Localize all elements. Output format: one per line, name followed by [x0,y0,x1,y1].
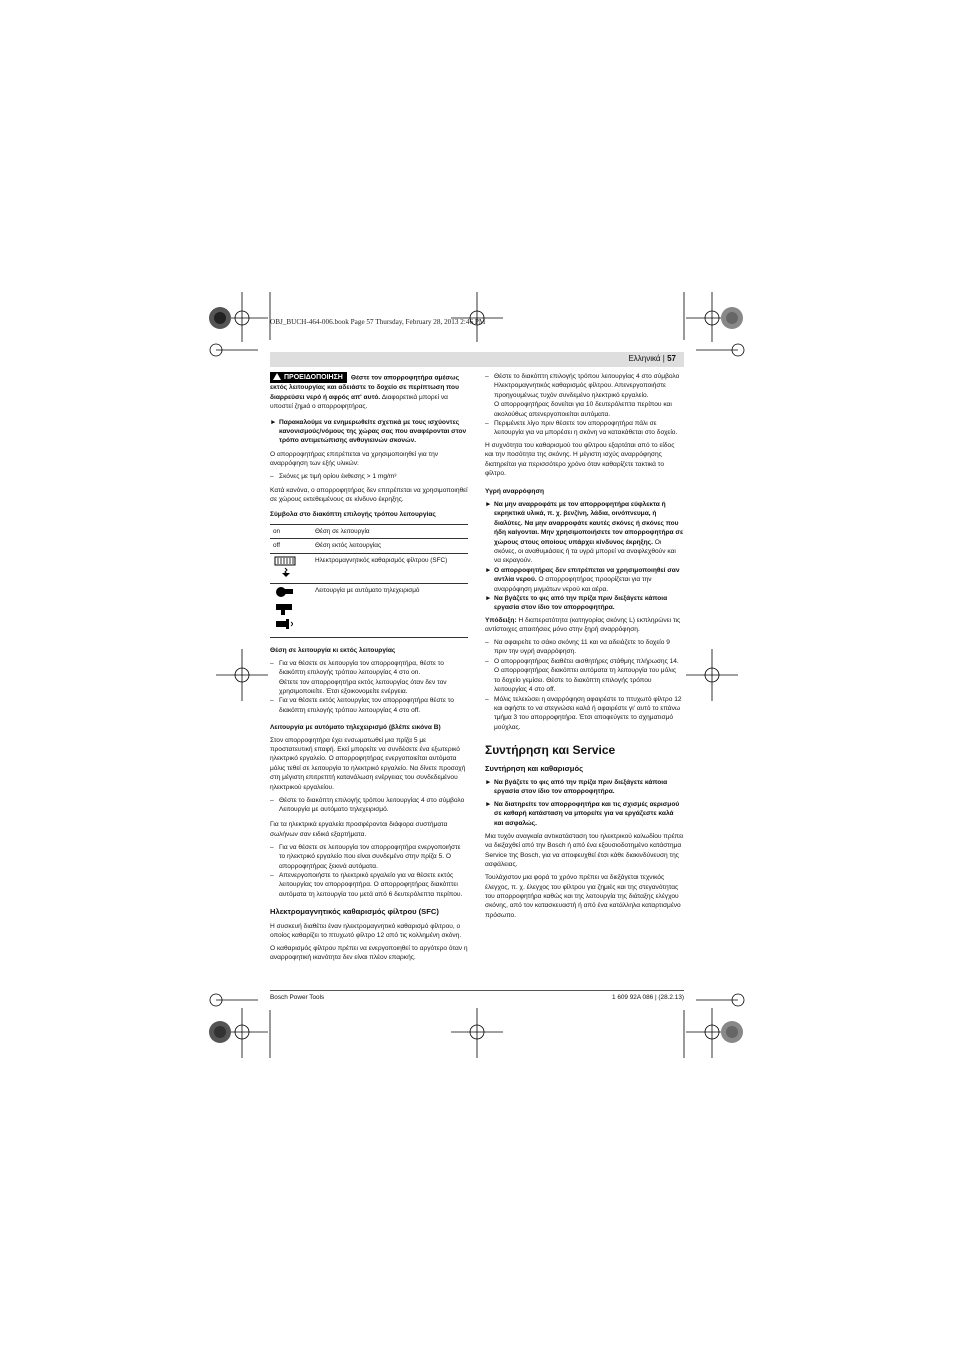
paragraph: Για τα ηλεκτρικά εργαλεία προσφέρονται διάφορα συστήματα σωλήνων σαν ειδικά εξαρτήματα. [270,821,448,838]
paragraph: Κατά κανόνα, ο απορροφητήρας δεν επιτρέπεται να χρησιμοποιηθεί σε χώρους εκτεθειμένους σε κίνδυνο έκρηξης. [270,486,468,503]
dash-item: – Να αφαιρείτε το σάκο σκόνης 11 και να αδειάζετε το δοχείο 9 πριν την υγρή αναρρόφηση. [485,639,670,656]
dash-item: – Για να θέσετε εκτός λειτουργίας τον απορροφητήρα θέστε το διακόπτη επιλογής τρόπου λειτουργίας 4 στο off. [270,697,454,714]
bullet-item: ► Να βγάζετε το φις από την πρίζα πριν διεξάγετε κάποια εργασία στον ίδιο τον απορροφητήρα. [485,778,668,796]
dash-item: – Θέστε το διακόπτη επιλογής τρόπου λειτουργίας 4 στο σύμβολο Λειτουργία με αυτόματο τηλεχειρισμό. [270,796,465,813]
right-column [485,372,684,924]
bullet-item: ► Να διατηρείτε τον απορροφητήρα και τις σχισμές αερισμού σε καθαρή κατάσταση να μπορείτε για να εργάζεστε καλά και ασφαλώς. [485,800,680,827]
header-bar [270,352,684,367]
power-tool-auto-icon [273,586,299,632]
warning-triangle-icon [273,373,281,380]
footer-right: 1 609 92A 086 | (28.2.13) [611,994,684,1001]
warning-text: Διαφορετικά μπορεί να υποστεί ζημιά ο απορροφητήρας. [270,393,448,411]
paragraph: Ο καθαρισμός φίλτρου πρέπει να ενεργοποιηθεί το αργότερο όταν η αναρροφητική ικανότητα δεν είναι πλέον επαρκής. [270,944,468,962]
table-row: off Θέση εκτός λειτουργίας [270,539,468,553]
dash-item: – Θέστε το διακόπτη επιλογής τρόπου λειτουργίας 4 στο σύμβολο Ηλεκτρομαγνητικός καθαρισμός φίλτρου. Απενεργοποιήστε προηγουμένως τυχόν συνδεμένο ηλεκτρικό εργαλείο. [485,373,680,399]
section-heading: Θέση σε λειτουργία κι εκτός λειτουργίας [270,647,396,655]
paragraph: Ο απορροφητήρας επιτρέπεται να χρησιμοποιηθεί για την αναρρόφηση των εξής υλικών: [270,450,439,468]
dash-item: – Μόλις τελειώσει η αναρρόφηση αφαιρέστε το πτυχωτό φίλτρο 12 και αφήστε το να στεγνώσει καλά ή αφαιρέστε γι' αυτό το επάνω τμήμα 3 του απορροφητήρα. Έτσι αποφεύγετε το σχηματισμό μούχλας. [485,695,682,731]
section-heading: Υγρή αναρρόφηση [485,488,544,496]
paragraph: Μια τυχόν αναγκαία αντικατάσταση του ηλεκτρικού καλωδίου πρέπει να διεξαχθεί από την Bosch ή από ένα εξουσιοδοτημένο κατάστημα Service της Bosch, για να αποφευχθεί έτσι κάθε διακινδύνευση της ασφάλειας. [485,832,684,869]
paragraph: Η συσκευή διαθέτει έναν ηλεκτρομαγνητικό καθαρισμό φίλτρου, ο οποίος καθαρίζει το πτυχωτό φίλτρο 12 από τις κολλημένη σκόνη. [270,922,462,939]
section-heading: Λειτουργία με αυτόματο τηλεχειρισμό (βλέπε εικόνα B) [270,724,441,732]
table-row: Ηλεκτρομαγνητικός καθαρισμός φίλτρου (SFC) [270,553,468,583]
table-title: Σύμβολα στο διακόπτη επιλογής τρόπου λειτουργίας [270,511,436,519]
section-heading: Ηλεκτρομαγνητικός καθαρισμός φίλτρου (SFC) [270,907,439,917]
dash-item-cont: Ο απορροφητήρας δονείται για 10 δευτερόλεπτα περίπου και ακολούθως απενεργοποιείται αυτόματα. [494,401,672,418]
dash-item: – Για να θέσετε σε λειτουργία τον απορροφητήρα, θέστε το διακόπτη επιλογής τρόπου λειτουργίας 4 στο on. [270,659,444,677]
dash-item: – Για να θέσετε σε λειτουργία τον απορροφητήρα ενεργοποιήστε το ηλεκτρικό εργαλείο που είναι συνδεμένο στην πρίζα 5. Ο απορροφητήρας ξεκινά αυτόματα. [270,843,461,870]
header-language: Ελληνικά [628,354,661,363]
dash-item: – Περιμένετε λίγο πριν θέσετε τον απορροφητήρα πάλι σε λειτουργία για να μπορέσει η σκόνη να κατακάθεται στο δοχείο. [485,420,678,437]
note: Υπόδειξη: Η διαπερατότητα (κατηγορίας σκόνης L) εκπληρώνει τις αντίστοιχες απαιτήσεις μόνο στην ξηρή αναρρόφηση. [485,616,681,634]
paragraph: Η συχνότητα του καθαρισμού του φίλτρου εξαρτάται από το είδος και την ποσότητα της σκόνης. Η μέγιστη ισχύς αναρρόφησης διατηρείται για περισσότερο χρόνο όταν καθαρίζετε τακτικά το φίλτρο. [485,441,675,478]
arrow-bullet-icon: ► [270,418,277,426]
arrow-bullet-icon: ► [485,566,492,574]
warning-badge: ΠΡΟΕΙΔΟΠΟΙΗΣΗ [270,372,347,383]
bullet-item: ► Να μην αναρροφάτε με τον απορροφητήρα εύφλεκτα ή εκρηκτικά υλικά, π. χ. βενζίνη, λάδια, οινόπνευμα, ή διαλύτες. Να μην αναρροφάτε καυτές σκόνες ή σκόνες που ήδη καίγονται. Μην χρησιμοποιήσετε τον απορροφητήρα σε χώρους στους οποίους υπάρχει κίνδυνος έκρηξης. Οι σκόνες, οι αναθυμιάσεις ή τα υγρά μπορεί να αναφλεχθούν και να εκραγούν. [485,500,684,565]
arrow-bullet-icon: ► [485,800,492,808]
dash-item: – Απενεργοποιήστε το ηλεκτρικό εργαλείο για να θέσετε εκτός λειτουργίας τον απορροφητήρα. Ο απορροφητήρας διακόπτει αυτόματα τη λειτουργία του μετά από 6 δευτερόλεπτα περίπου. [270,871,463,898]
warning-text-bold: Θέστε τον απορροφητήρα αμέσως εκτός λειτουργίας και αδειάστε το δοχείο σε περίπτωση που διαρρεύσει νερό ή αφρός απ' αυτό. [270,374,460,401]
paragraph: Στον απορροφητήρα έχει ενσωματωθεί μια πρίζα 5 με προστατευτική επαφή. Εκεί μπορείτε να συνδέσετε ένα εξωτερικό ηλεκτρικό εργαλείο. Ο απορροφητήρας ενεργοποιείται αυτόματα μόλις τεθεί σε λειτουργία το ηλεκτρικό εργαλείο. Να δίνετε προσοχή στη μέγιστη επιτρεπτή κατανάλωση ενέργειας του συνδεδεμένου ηλεκτρικού εργαλείου. [270,736,466,791]
dash-item-cont: Θέτετε τον απορροφητήρα εκτός λειτουργίας όταν δεν τον χρησιμοποιείτε. Έτσι εξοικονομείτε ενέργεια. [279,678,447,696]
arrow-bullet-icon: ► [485,500,492,508]
footer-rule [270,990,684,991]
bullet-item: ► Παρακαλούμε να ενημερωθείτε σχετικά με τους ισχύοντες κανονισμούς/νόμους της χώρας σας που αναφέρονται στον τρόπο αντιμετώπισης ανθυγιεινών σκονών. [270,418,467,445]
dash-item: – Ο απορροφητήρας διαθέτει αισθητήρες στάθμης πλήρωσης 14. Ο απορροφητήρας διακόπτει αυτόματα τη λειτουργία του μόλις το δοχείο γεμίσει. Θέστε το διακόπτη επιλογής τρόπου λειτουργίας 4 στο off. [485,657,679,694]
bullet-item: ► Να βγάζετε το φις από την πρίζα πριν διεξάγετε κάποια εργασία στον ίδιο τον απορροφητήρα. [485,594,668,612]
arrow-bullet-icon: ► [485,778,492,786]
arrow-bullet-icon: ► [485,594,492,602]
table-row: on Θέση σε λειτουργία [270,524,468,538]
bullet-item: ► Ο απορροφητήρας δεν επιτρέπεται να χρησιμοποιηθεί σαν αντλία νερού. Ο απορροφητήρας προορίζεται για την αναρρόφηση μιγμάτων νερού και αέρα. [485,566,680,593]
page-number: 57 [667,354,676,363]
filter-clean-icon [273,556,299,578]
symbol-table [270,524,468,639]
print-slug: OBJ_BUCH-464-006.book Page 57 Thursday, February 28, 2013 2:46 PM [270,318,486,326]
paragraph: Τουλάχιστον μια φορά το χρόνο πρέπει να διεξάγεται τεχνικός έλεγχος, π. χ. έλεγχος του φίλτρου για ζημιές και της στεγανότητας του απορροφητήρα καθώς και της λειτουργία της διάταξης ελέγχου σκόνης, από τον κατασκευαστή ή από ένα κατάλληλα καταρτισμένο πρόσωπο. [485,874,681,919]
chapter-heading: Συντήρηση και Service [485,743,616,758]
footer-left: Bosch Power Tools [270,994,325,1001]
left-column [270,372,468,966]
table-row: Λειτουργία με αυτόματο τηλεχειρισμό [270,584,468,638]
running-header: Ελληνικά | 57 [628,354,676,363]
dash-item: – Σκόνες με τιμή ορίου έκθεσης > 1 mg/m³ [270,473,397,481]
section-heading: Συντήρηση και καθαρισμός [485,763,584,773]
